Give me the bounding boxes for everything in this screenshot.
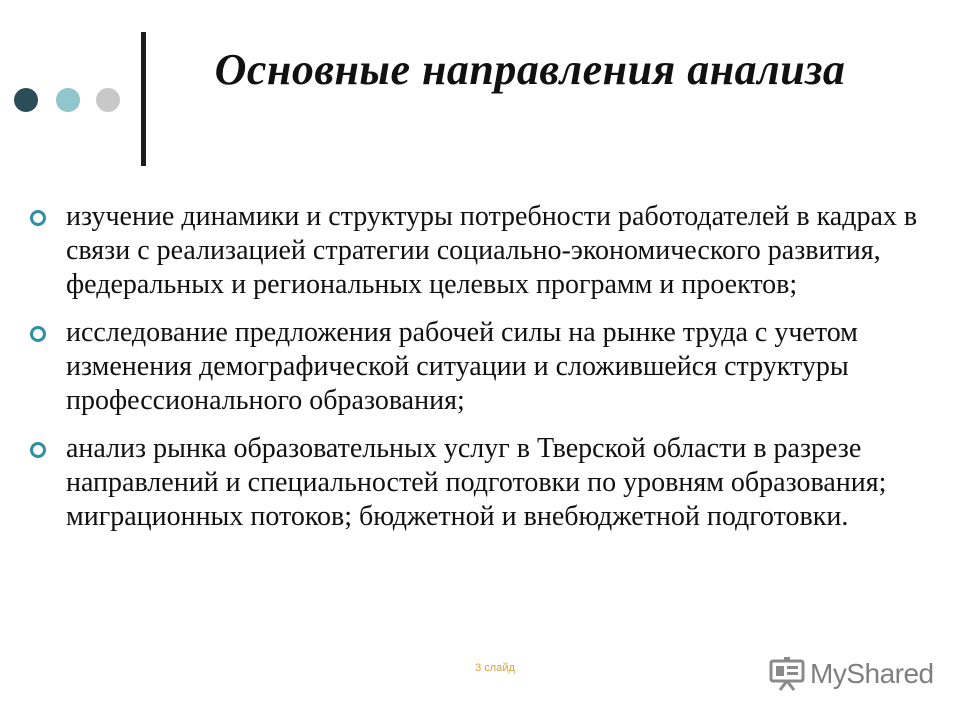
presentation-board-icon (768, 657, 806, 691)
bullet-item (30, 316, 945, 418)
bullet-ring-icon (30, 326, 46, 342)
bullet-ring-icon (30, 210, 46, 226)
bullet-item (30, 200, 945, 302)
decor-dot-dark (14, 88, 38, 112)
bullet-item (30, 432, 945, 534)
bullet-text: изучение динамики и структуры потребности работодателей в кадрах в связи с реализацией стратегии социально-экономического развития, федеральных и региональных целевых программ и проектов; (66, 201, 918, 300)
slide-footer: 3 слайд (475, 662, 515, 674)
brand-logo[interactable] (768, 654, 934, 694)
bullet-ring-icon (30, 442, 46, 458)
slide-title: Основные направления анализа (214, 45, 846, 94)
bullet-list (30, 200, 945, 548)
bullet-text: исследование предложения рабочей силы на рынке труда с учетом изменения демографической ситуации и сложившейся структуры профессионального образования; (66, 317, 858, 416)
decor-dot-light (96, 88, 120, 112)
title-divider-bar (141, 32, 146, 166)
decor-dot-mid (56, 88, 80, 112)
bullet-text: анализ рынка образовательных услуг в Тверской области в разрезе направлений и специальностей подготовки по уровням образования; миграционных потоков; бюджетной и внебюджетной подготовки. (66, 433, 887, 532)
brand-name: MyShared (810, 658, 934, 689)
